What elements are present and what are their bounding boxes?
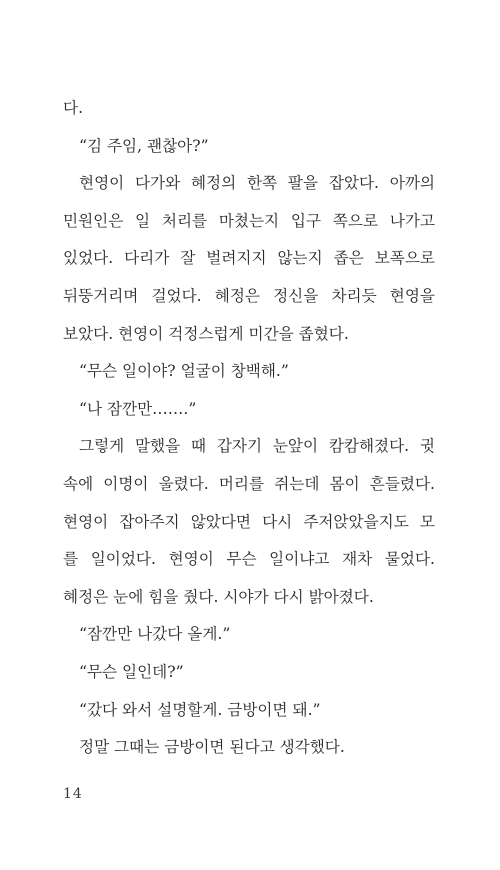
text-line: “무슨 일인데?”	[79, 662, 184, 681]
text-line: “무슨 일이야? 얼굴이 창백해.”	[79, 362, 289, 381]
text-line: 현영이 잡아주지 않았다면 다시 주저앉았을지도 모	[63, 512, 435, 531]
text-line: “나 잠깐만…….”	[79, 399, 197, 418]
text-line: 뒤뚱거리며 걸었다. 혜정은 정신을 차리듯 현영을	[63, 286, 435, 305]
text-line: 를 일이었다. 현영이 무슨 일이냐고 재차 물었다.	[63, 550, 435, 569]
text-line: 속에 이명이 울렸다. 머리를 쥐는데 몸이 흔들렸다.	[63, 474, 435, 493]
text-line: 그렇게 말했을 때 갑자기 눈앞이 캄캄해졌다. 귓	[79, 437, 435, 456]
text-line: “잠깐만 나갔다 올게.”	[79, 625, 231, 644]
text-line: 정말 그때는 금방이면 된다고 생각했다.	[79, 738, 345, 757]
text-line: 현영이 다가와 혜정의 한쪽 팔을 잡았다. 아까의	[79, 174, 435, 193]
page-number: 14	[63, 786, 83, 802]
body-text	[63, 90, 435, 767]
text-line: “갔다 와서 설명할게. 금방이면 돼.”	[79, 700, 321, 719]
text-line: 민원인은 일 처리를 마쳤는지 입구 쪽으로 나가고	[63, 211, 435, 230]
text-line: 있었다. 다리가 잘 벌려지지 않는지 좁은 보폭으로	[63, 249, 435, 268]
text-line: “김 주임, 괜찮아?”	[79, 136, 209, 155]
text-line: 보았다. 현영이 걱정스럽게 미간을 좁혔다.	[63, 324, 349, 343]
text-line: 다.	[63, 99, 84, 117]
text-line: 혜정은 눈에 힘을 줬다. 시야가 다시 밝아졌다.	[63, 587, 374, 606]
